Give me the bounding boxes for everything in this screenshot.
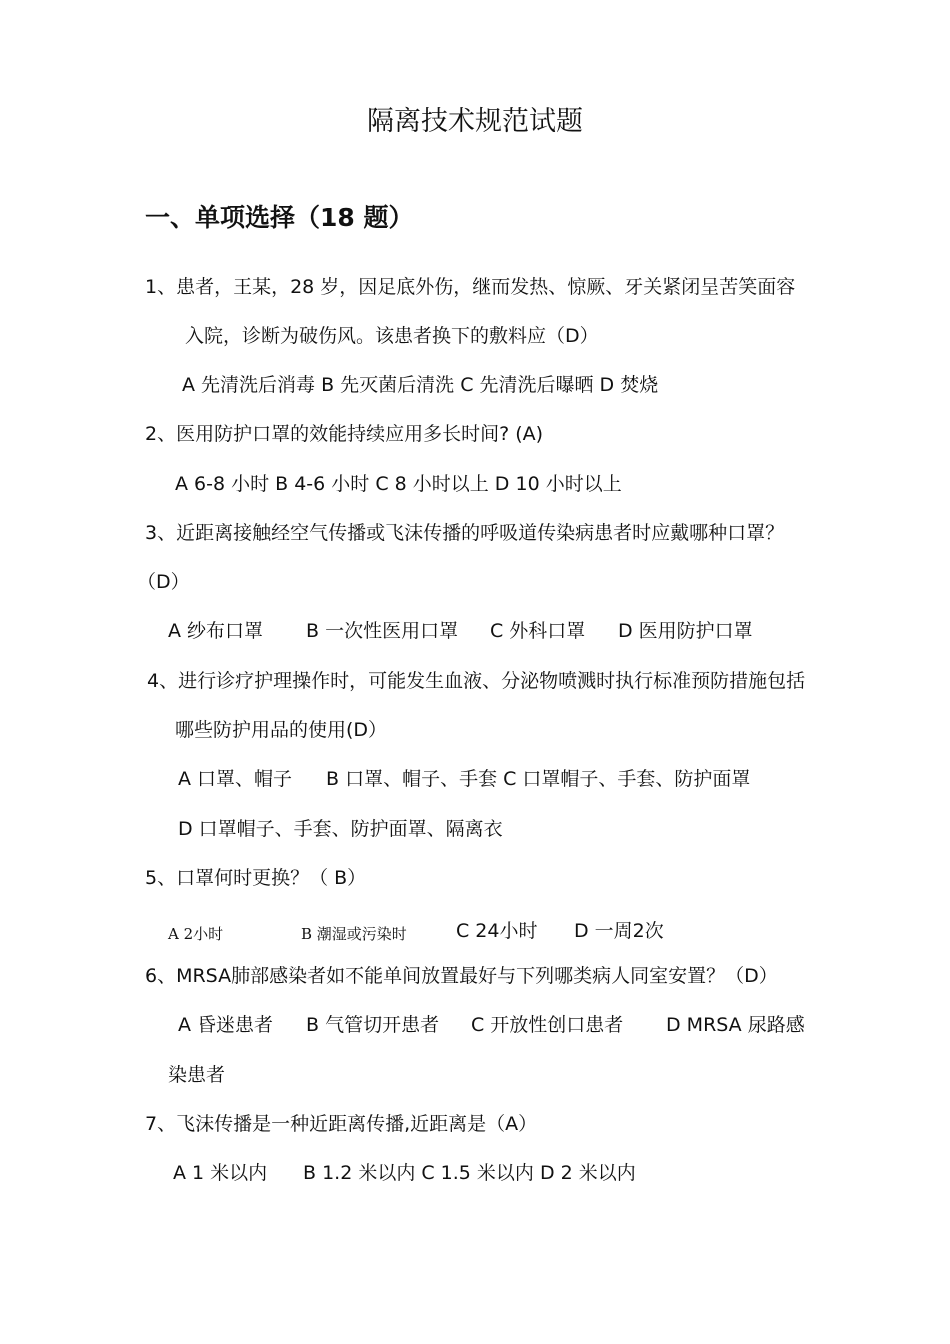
option-c: C 24小时 [456, 920, 538, 942]
question-3-text: 3、近距离接触经空气传播或飞沫传播的呼吸道传染病患者时应戴哪种口罩？ [145, 522, 785, 544]
question-1-text: 1、患者，王某，28 岁，因足底外伤，继而发热、惊厥、牙关紧闭呈苦笑面容 [145, 276, 796, 298]
question-4-text-cont: 哪些防护用品的使用(D） [175, 719, 388, 741]
option-c: C 外科口罩 [490, 620, 586, 642]
question-2-text: 2、医用防护口罩的效能持续应用多长时间? (A) [145, 423, 544, 445]
question-4-text: 4、进行诊疗护理操作时，可能发生血液、分泌物喷溅时执行标准预防措施包括 [147, 670, 806, 692]
question-4-option-d: D 口罩帽子、手套、防护面罩、隔离衣 [178, 818, 503, 840]
question-3-text-cont: （D） [137, 571, 190, 593]
question-6-text: 6、MRSA肺部感染者如不能单间放置最好与下列哪类病人同室安置？（D） [145, 965, 778, 987]
option-a: A 纱布口罩 [168, 620, 264, 642]
option-b-c-d: B 1.2 米以内 C 1.5 米以内 D 2 米以内 [303, 1162, 636, 1184]
option-d: D 医用防护口罩 [618, 620, 753, 642]
question-1-text-cont: 入院，诊断为破伤风。该患者换下的敷料应（D） [185, 325, 599, 347]
option-b: B 气管切开患者 [306, 1014, 440, 1036]
option-a: A 1 米以内 [173, 1162, 268, 1184]
option-d: D MRSA 尿路感 [666, 1014, 805, 1036]
option-a: A 2小时 [168, 925, 224, 943]
question-6-options [178, 1013, 818, 1037]
question-5-options [168, 919, 688, 943]
option-b: B 潮湿或污染时 [301, 925, 407, 943]
question-7-text: 7、飞沫传播是一种近距离传播,近距离是（A） [145, 1113, 538, 1135]
option-a: A 昏迷患者 [178, 1014, 274, 1036]
option-c: C 开放性创口患者 [471, 1014, 624, 1036]
question-5-text: 5、口罩何时更换？（ B） [145, 867, 367, 889]
page-title: 隔离技术规范试题 [367, 106, 583, 137]
question-3-options [168, 619, 808, 643]
option-d: D 一周2次 [574, 920, 664, 942]
question-6-option-d-cont: 染患者 [168, 1064, 226, 1086]
option-b-c: B 口罩、帽子、手套 C 口罩帽子、手套、防护面罩 [326, 768, 751, 790]
option-b: B 一次性医用口罩 [306, 620, 459, 642]
option-a: A 口罩、帽子 [178, 768, 293, 790]
question-1-options: A 先清洗后消毒 B 先灭菌后清洗 C 先清洗后曝晒 D 焚烧 [182, 374, 659, 396]
question-4-options [178, 767, 818, 791]
question-7-options [173, 1161, 693, 1185]
question-2-options: A 6-8 小时 B 4-6 小时 C 8 小时以上 D 10 小时以上 [175, 473, 622, 495]
section-heading: 一、单项选择（18 题） [145, 203, 414, 232]
